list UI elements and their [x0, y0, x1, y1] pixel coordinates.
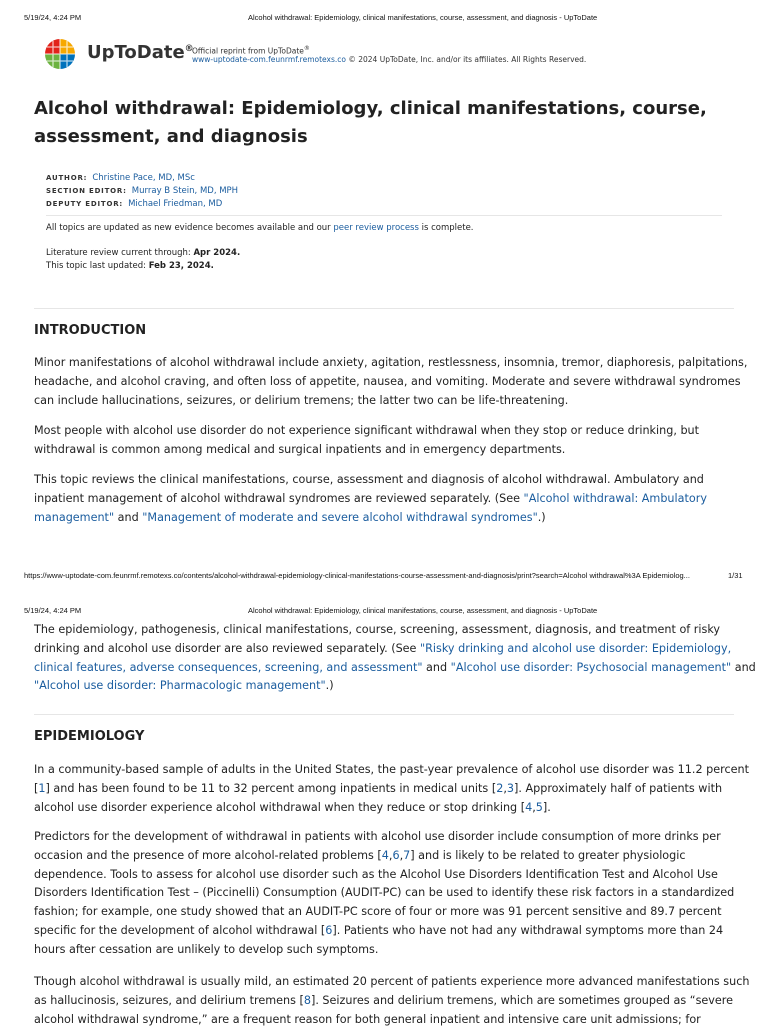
- epi-paragraph-2: [34, 828, 734, 960]
- text-span: ,: [388, 848, 393, 862]
- brand-name: [87, 42, 194, 63]
- divider: [46, 215, 722, 216]
- brand-reg-mark: ®: [184, 44, 194, 54]
- page-title-line1: Alcohol withdrawal: Epidemiology, clinical manifestations, course,: [34, 98, 707, 119]
- text-span: specific for the development of alcohol withdrawal [: [34, 923, 326, 937]
- text-span: and: [422, 660, 451, 674]
- text-line: [34, 799, 749, 818]
- reprint-copyright: [192, 54, 586, 65]
- last-updated: [46, 260, 214, 273]
- text-span: ]. Approximately half of patients with: [514, 781, 723, 795]
- text-span: as hallucinosis, seizures, and delirium tremens [: [34, 993, 304, 1007]
- text-line: The epidemiology, pathogenesis, clinical manifestations, course, screening, assessment, diagnosis, and treatment of risky: [34, 623, 721, 636]
- intro-paragraph-3: [34, 471, 707, 527]
- section-editor-label: SECTION EDITOR:: [46, 187, 127, 195]
- reference-link[interactable]: 1: [38, 781, 46, 795]
- print-datetime: 5/19/24, 4:24 PM: [24, 606, 82, 615]
- text-line: hours after cessation are unlikely to develop such symptoms.: [34, 942, 379, 956]
- topic-link-risky-drinking[interactable]: clinical features, adverse consequences, screening, and assessment": [34, 660, 423, 674]
- uptodate-logo-icon: [44, 38, 76, 70]
- reprint-label-text: Official reprint from UpToDate: [192, 46, 304, 56]
- reference-link[interactable]: 4: [381, 848, 389, 862]
- text-span: ,: [503, 781, 507, 795]
- lit-review-date: Apr 2024.: [193, 248, 241, 258]
- topic-link-moderate-severe[interactable]: "Management of moderate and severe alcohol withdrawal syndromes": [142, 510, 538, 524]
- text-line: alcohol withdrawal syndrome,” are a frequent reason for both general inpatient and intensive care unit admissions; for: [34, 1012, 701, 1026]
- text-span: drinking and alcohol use disorder are also reviewed separately. (See: [34, 641, 420, 655]
- text-span: alcohol use disorder experience alcohol withdrawal when they reduce or stop drinking [: [34, 800, 526, 814]
- print-footer-url: https://www-uptodate-com.feunrmf.remotexs.co/contents/alcohol-withdrawal-epidemiology-clinical-manifestations-course-assessment-and-diagnosis/print?search=Alcohol withdrawal%3A Epidemiolog...: [24, 571, 690, 580]
- text-line: dependence. Tools to assess for alcohol use disorder such as the Alcohol Use Disorders Identification Test and Alcohol Use: [34, 867, 718, 881]
- update-note-text: All topics are updated as new evidence becomes available and our: [46, 223, 334, 233]
- topic-link-risky-drinking[interactable]: "Risky drinking and alcohol use disorder: Epidemiology,: [420, 641, 732, 655]
- text-span: [: [34, 781, 39, 795]
- text-line: Most people with alcohol use disorder do not experience significant withdrawal when they stop or reduce drinking, but: [34, 424, 700, 437]
- update-note-end: is complete.: [418, 223, 474, 233]
- topic-link-ambulatory[interactable]: "Alcohol withdrawal: Ambulatory: [523, 491, 707, 505]
- text-line: This topic reviews the clinical manifestations, course, assessment and diagnosis of alcohol withdrawal. Ambulatory and: [34, 473, 704, 486]
- text-line: [34, 992, 749, 1011]
- print-datetime: 5/19/24, 4:24 PM: [24, 13, 82, 22]
- text-span: ] and is likely to be related to greater physiologic: [410, 848, 686, 862]
- text-line: [34, 677, 756, 696]
- text-span: occasion and the presence of more alcohol-related problems [: [34, 848, 382, 862]
- reference-link[interactable]: 8: [303, 993, 311, 1007]
- reprint-link[interactable]: www-uptodate-com.feunrmf.remotexs.co: [192, 55, 346, 64]
- print-page-title: Alcohol withdrawal: Epidemiology, clinical manifestations, course, assessment, and diagnosis - UpToDate: [248, 13, 598, 22]
- text-span: ] and has been found to be 11 to 32 percent among inpatients in medical units [: [45, 781, 497, 795]
- text-span: and: [731, 660, 756, 674]
- epi-paragraph-1: [34, 761, 749, 817]
- lit-review: [46, 247, 240, 260]
- text-line: [34, 490, 707, 509]
- peer-review-link[interactable]: peer review process: [333, 223, 419, 233]
- reference-link[interactable]: 5: [535, 800, 543, 814]
- text-line: [34, 640, 756, 659]
- reference-link[interactable]: 4: [525, 800, 533, 814]
- section-editor-link[interactable]: Murray B Stein, MD, MPH: [131, 186, 239, 196]
- page-title: [34, 95, 707, 151]
- reference-link[interactable]: 7: [403, 848, 411, 862]
- print-page-number: 1/31: [728, 571, 743, 580]
- text-line: Predictors for the development of withdrawal in patients with alcohol use disorder include consumption of more drinks per: [34, 830, 721, 843]
- author-label: AUTHOR:: [46, 174, 88, 182]
- text-line: [34, 922, 734, 941]
- text-span: ,: [399, 848, 404, 862]
- brand-name-text: UpToDate: [87, 42, 185, 63]
- topic-link-psychosocial[interactable]: "Alcohol use disorder: Psychosocial management": [450, 660, 732, 674]
- reference-link[interactable]: 3: [506, 781, 514, 795]
- page-title-line2: assessment, and diagnosis: [34, 126, 308, 147]
- deputy-editor-label: DEPUTY EDITOR:: [46, 200, 123, 208]
- last-updated-date: Feb 23, 2024.: [148, 261, 214, 271]
- text-line: [34, 780, 749, 799]
- topic-link-ambulatory[interactable]: management": [34, 510, 115, 524]
- text-line: fashion; for example, one study showed that an AUDIT-PC score of four or more was 91 percent sensitive and 89.7 percent: [34, 905, 722, 919]
- text-span: inpatient management of alcohol withdrawal syndromes are reviewed separately. (See: [34, 491, 524, 505]
- topic-link-pharmacologic[interactable]: "Alcohol use disorder: Pharmacologic management": [34, 679, 326, 693]
- intro-paragraph-2: [34, 422, 699, 460]
- text-line: can include hallucinations, seizures, or delirium tremens; the latter two can be life-threatening.: [34, 393, 569, 407]
- intro-paragraph-1: [34, 354, 747, 410]
- epi-paragraph-3: [34, 973, 749, 1029]
- text-span: .): [325, 679, 334, 693]
- text-line: Minor manifestations of alcohol withdrawal include anxiety, agitation, restlessness, insomnia, tremor, diaphoresis, palpitations,: [34, 356, 748, 369]
- text-span: ]. Patients who have not had any withdrawal symptoms more than 24: [332, 923, 724, 937]
- text-line: headache, and alcohol craving, and often loss of appetite, nausea, and vomiting. Moderate and severe withdrawal syndromes: [34, 374, 741, 388]
- reference-link[interactable]: 6: [325, 923, 333, 937]
- text-span: .): [537, 510, 546, 524]
- text-line: [34, 509, 707, 528]
- divider: [34, 308, 734, 309]
- text-line: Disorders Identification Test – (Piccinelli) Consumption (AUDIT-PC) can be used to identify these risk factors in a standardized: [34, 886, 735, 900]
- author-link[interactable]: Christine Pace, MD, MSc: [92, 173, 195, 183]
- reprint-reg-mark: ®: [303, 45, 310, 52]
- intro-paragraph-4: [34, 621, 756, 696]
- text-line: [34, 847, 734, 866]
- text-span: ].: [542, 800, 551, 814]
- text-span: ]. Seizures and delirium tremens, which are sometimes grouped as “severe: [310, 993, 734, 1007]
- section-heading-epidemiology: EPIDEMIOLOGY: [34, 729, 145, 744]
- reference-link[interactable]: 2: [496, 781, 504, 795]
- divider: [34, 714, 734, 715]
- text-span: ,: [532, 800, 536, 814]
- copyright-text: © 2024 UpToDate, Inc. and/or its affiliates. All Rights Reserved.: [345, 55, 587, 64]
- text-span: and: [114, 510, 143, 524]
- deputy-editor-row: [46, 191, 222, 210]
- last-updated-label: This topic last updated:: [46, 261, 149, 271]
- section-heading-introduction: INTRODUCTION: [34, 323, 147, 338]
- text-line: [34, 659, 756, 678]
- update-note: [46, 222, 474, 235]
- deputy-editor-link[interactable]: Michael Friedman, MD: [128, 199, 223, 209]
- print-page-title: Alcohol withdrawal: Epidemiology, clinical manifestations, course, assessment, and diagnosis - UpToDate: [248, 606, 598, 615]
- text-line: Though alcohol withdrawal is usually mild, an estimated 20 percent of patients experience more advanced manifestations such: [34, 975, 750, 988]
- reference-link[interactable]: 6: [392, 848, 400, 862]
- lit-review-label: Literature review current through:: [46, 248, 194, 258]
- text-line: In a community-based sample of adults in the United States, the past-year prevalence of alcohol use disorder was 11.2 percent: [34, 763, 749, 776]
- text-line: withdrawal is common among medical and surgical inpatients and in emergency departments.: [34, 442, 566, 456]
